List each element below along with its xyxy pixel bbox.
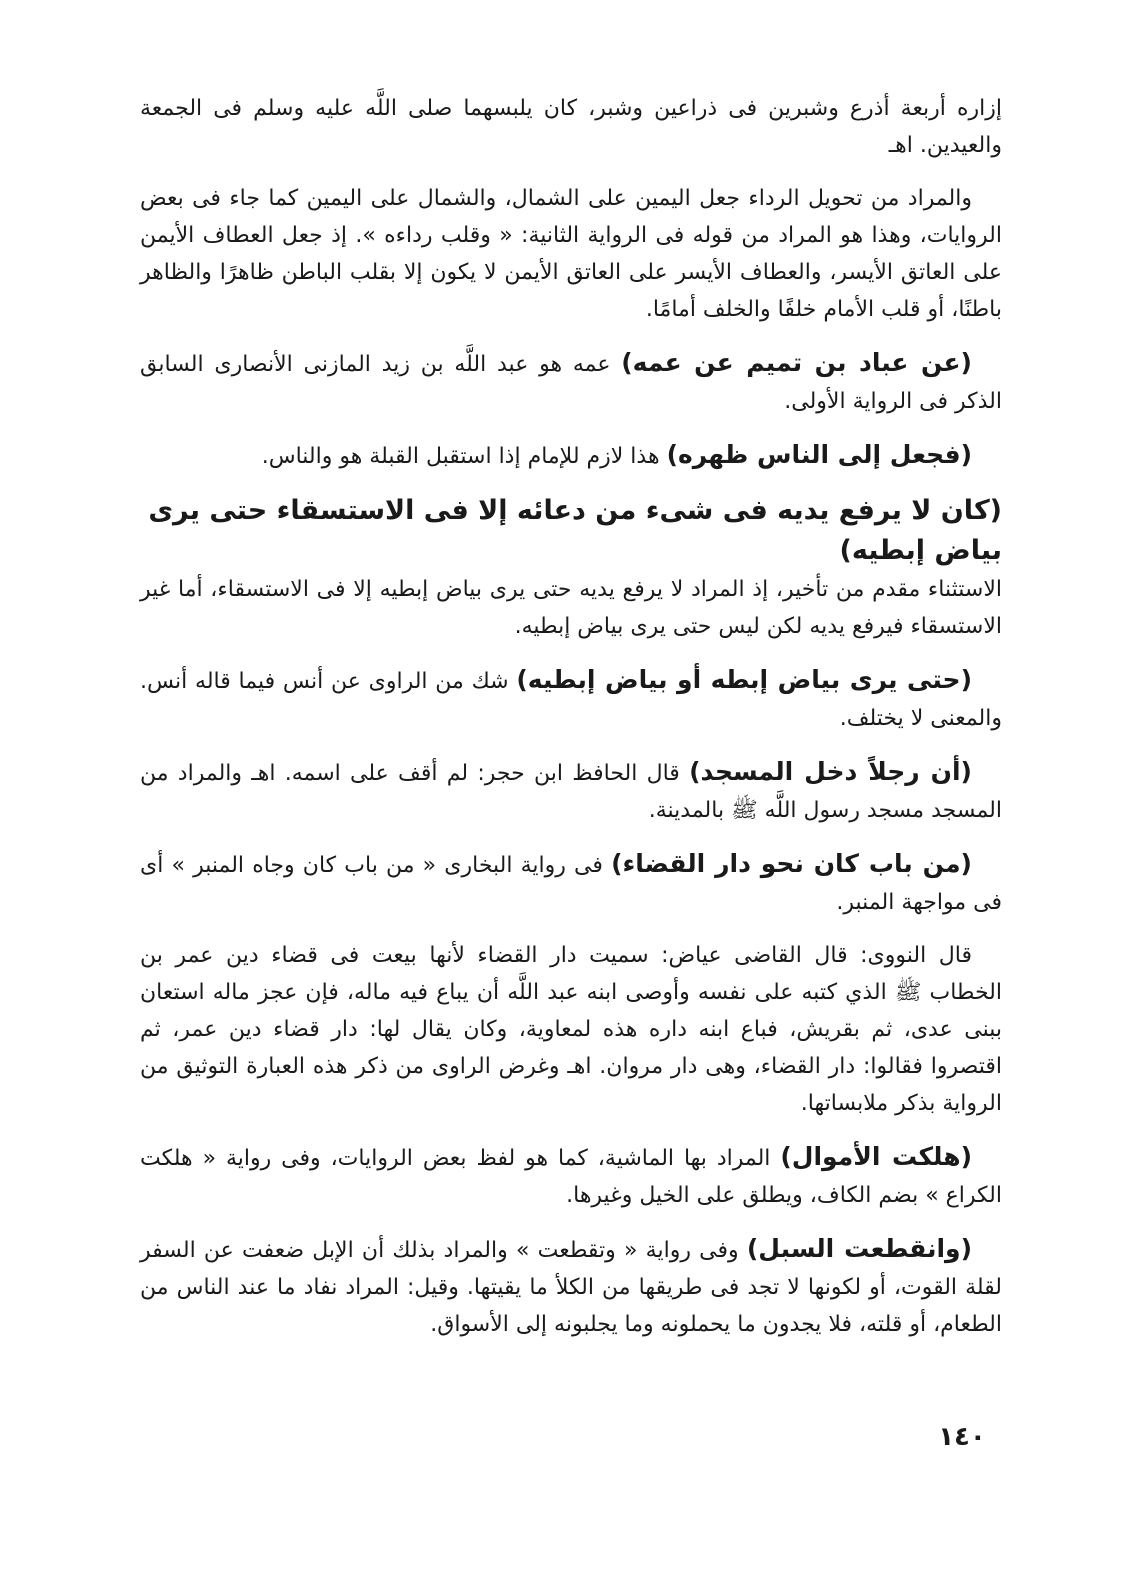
paragraph xyxy=(140,90,1002,164)
paragraph xyxy=(140,491,1002,645)
page-number: ١٤٠ xyxy=(938,1422,986,1452)
paragraph-text: قال النووى: قال القاضى عياض: سميت دار القضاء لأنها بيعت فى قضاء دين عمر بن الخطاب ﷺ الذي كتبه على نفسه وأوصى ابنه عبد اللَّه أن يباع فيه ماله، فإن عجز ماله استعان ببنى عدى، ثم بقريش، فباع ابنه داره هذه لمعاوية، وكان يقال لها: دار قضاء دين عمر، ثم اقتصروا فقالوا: دار القضاء، وهى دار مروان. اهـ وغرض الراوى من ذكر هذه العبارة التوثيق من الرواية بذكر ملابساتها. xyxy=(140,943,1002,1116)
hadith-lemma: (وانقطعت السبل) xyxy=(746,1234,972,1263)
hadith-lemma: (حتى يرى بياض إبطه أو بياض إبطيه) xyxy=(516,665,972,694)
paragraph-text: عمه هو عبد اللَّه بن زيد المازنى الأنصارى السابق الذكر فى الرواية الأولى. xyxy=(140,352,1002,414)
paragraph-text: قال الحافظ ابن حجر: لم أقف على اسمه. اهـ والمراد من المسجد مسجد رسول اللَّه ﷺ بالمدينة. xyxy=(140,761,1002,823)
paragraph xyxy=(140,180,1002,328)
paragraph xyxy=(140,436,1002,475)
hadith-lemma: (هلكت الأموال) xyxy=(780,1142,973,1171)
paragraph-text: فى رواية البخارى « من باب كان وجاه المنبر » أى فى مواجهة المنبر. xyxy=(140,853,1002,915)
hadith-lemma: (أن رجلاً دخل المسجد) xyxy=(689,757,972,786)
paragraph-text: الاستثناء مقدم من تأخير، إذ المراد لا يرفع يديه حتى يرى بياض إبطيه إلا فى الاستسقاء، أما غير الاستسقاء فيرفع يديه لكن ليس حتى يرى بياض إبطيه. xyxy=(140,577,1002,639)
paragraph-text: هذا لازم للإمام إذا استقبل القبلة هو والناس. xyxy=(261,444,660,469)
paragraph-text: إزاره أربعة أذرع وشبرين فى ذراعين وشبر، كان يلبسهما صلى اللَّه عليه وسلم فى الجمعة والعيدين. اهـ xyxy=(140,96,1002,158)
paragraph-text: والمراد من تحويل الرداء جعل اليمين على الشمال، والشمال على اليمين كما جاء فى بعض الروايات، وهذا هو المراد من قوله فى الرواية الثانية: « وقلب رداءه ». إذ جعل العطاف الأيمن على العاتق الأيسر، والعطاف الأيسر على العاتق الأيمن لا يكون إلا بقلب الباطن ظاهرًا والظاهر باطنًا، أو قلب الأمام خلفًا والخلف أمامًا. xyxy=(140,186,1002,322)
paragraph xyxy=(140,753,1002,829)
paragraph xyxy=(140,661,1002,737)
hadith-heading: (كان لا يرفع يديه فى شىء من دعائه إلا فى الاستسقاء حتى يرى بياض إبطيه) xyxy=(148,495,1002,566)
paragraph xyxy=(140,1138,1002,1214)
paragraph-text: المراد بها الماشية، كما هو لفظ بعض الروايات، وفى رواية « هلكت الكراع » بضم الكاف، ويطلق على الخيل وغيرها. xyxy=(140,1146,1002,1208)
paragraph xyxy=(140,344,1002,420)
paragraph xyxy=(140,1230,1002,1343)
hadith-lemma: (فجعل إلى الناس ظهره) xyxy=(666,440,972,469)
paragraph-text: وفى رواية « وتقطعت » والمراد بذلك أن الإبل ضعفت عن السفر لقلة القوت، أو لكونها لا تجد فى طريقها من الكلأ ما يقيتها. وقيل: المراد نفاد ما عند الناس من الطعام، أو قلته، فلا يجدون ما يحملونه وما يجلبونه إلى الأسواق. xyxy=(140,1238,1002,1337)
hadith-lemma: (من باب كان نحو دار القضاء) xyxy=(611,849,972,878)
paragraph xyxy=(140,845,1002,921)
paragraph xyxy=(140,937,1002,1122)
body-text xyxy=(140,90,1002,1359)
hadith-lemma: (عن عباد بن تميم عن عمه) xyxy=(621,348,972,377)
paragraph-text: شك من الراوى عن أنس فيما قاله أنس. والمعنى لا يختلف. xyxy=(140,669,1002,731)
